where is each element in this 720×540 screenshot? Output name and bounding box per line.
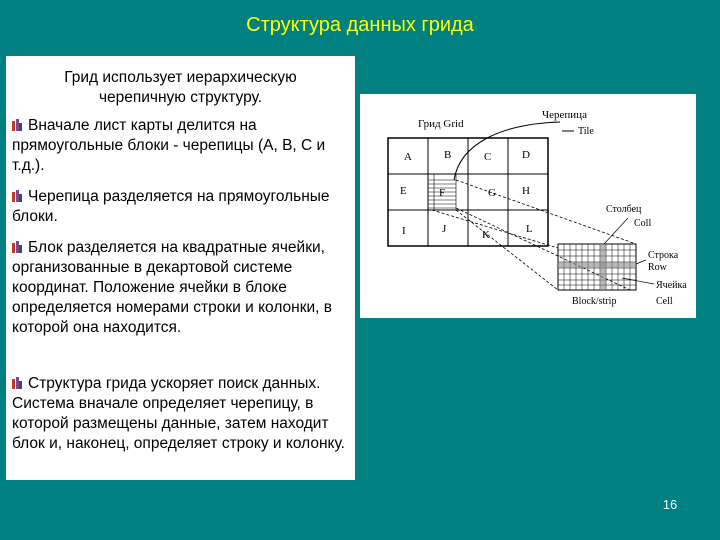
tile-label-en: Tile [578,126,594,137]
tile-d: D [522,149,530,161]
highlighted-row [558,262,636,268]
bullet-4-text: Структура грида ускоряет поиск данных. Система вначале определяет черепицу, в которой размещены данные, затем находит блок и, наконец, определяет строку и колонку. [12,375,345,452]
bullet-1-text: Вначале лист карты делится на прямоугольные блоки - черепицы (A, B, C и т.д.). [12,117,326,174]
intro-text: Грид использует иерархическую черепичную структуру. [64,69,297,106]
grid-label: Грид Grid [418,118,464,130]
cell-label-en: Cell [656,296,673,307]
slide-title: Структура данных грида [246,14,474,36]
page-number: 16 [662,497,678,512]
bullet-marker-icon [12,119,22,131]
block-label: Block/strip [572,296,617,307]
tile-c: C [484,151,492,163]
grid-diagram [360,94,696,318]
bullet-marker-icon [12,377,22,389]
column-label-en: Coll [634,218,652,229]
bullet-marker-icon [12,241,22,253]
bullet-1 [12,116,348,176]
tile-f: F [439,187,446,199]
bullet-2-text: Черепица разделяется на прямоугольные блоки. [12,188,330,225]
tile-label-ru: Черепица [542,109,587,121]
tile-j: J [442,223,447,235]
tile-h: H [522,185,530,197]
grid-diagram-svg [360,94,696,318]
tile-l: L [526,223,533,235]
row-pointer-line [636,260,646,264]
bullet-3-text: Блок разделяется на квадратные ячейки, организованные в декартовой системе координат. Положение ячейки в блоке определяется номерами строки и колонки, в которой она находится. [12,239,333,336]
tile-b: B [444,149,452,161]
column-pointer-line [604,218,628,244]
text-panel [6,56,355,480]
tile-g: G [488,187,496,199]
bullet-4 [12,374,348,454]
bullet-2 [12,187,348,227]
column-label-ru: Столбец [606,204,642,215]
row-label-en: Row [648,262,667,273]
row-label-ru: Строка [648,250,679,261]
tile-e: E [400,185,407,197]
tile-pointer-line [454,122,560,180]
bullet-marker-icon [12,190,22,202]
tile-i: I [402,225,406,237]
tile-a: A [404,151,412,163]
tile-k: K [482,229,490,241]
cell-label-ru: Ячейка [656,280,687,291]
cell-pointer-line [622,278,654,284]
bullet-3 [12,238,348,338]
